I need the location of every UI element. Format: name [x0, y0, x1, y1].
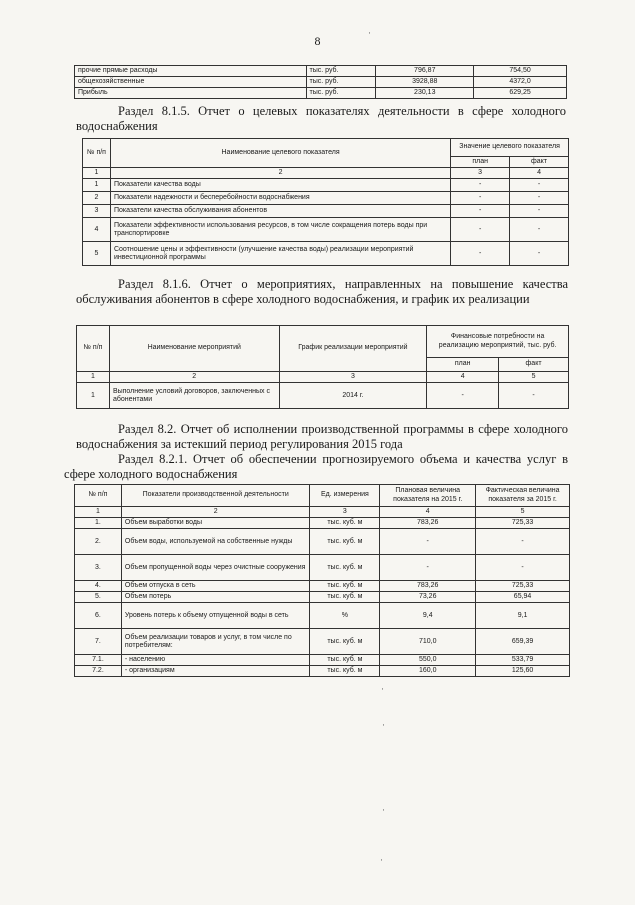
row-num: 7. — [75, 629, 122, 655]
row-plan: - — [451, 205, 510, 218]
table-row — [83, 179, 569, 192]
row-plan: - — [380, 555, 476, 581]
row-unit: тыс. руб. — [306, 66, 376, 77]
table-row — [77, 383, 569, 409]
row-fact: - — [476, 529, 570, 555]
row-plan: 796,87 — [376, 66, 474, 77]
row-unit: тыс. руб. — [306, 77, 376, 88]
row-name: Объем выработки воды — [121, 518, 310, 529]
row-plan: - — [451, 179, 510, 192]
row-name: - населению — [121, 655, 310, 666]
production-indicators-table — [74, 484, 570, 677]
table-row — [83, 242, 569, 266]
table-row — [75, 518, 570, 529]
col-header-unit: Ед. измерения — [310, 485, 380, 507]
row-fact: 4372,0 — [474, 77, 567, 88]
row-fact: 65,94 — [476, 592, 570, 603]
row-plan: 3928,88 — [376, 77, 474, 88]
index-cell: 2 — [110, 168, 450, 179]
row-num: 4. — [75, 581, 122, 592]
row-fact: - — [476, 555, 570, 581]
row-name: - организациям — [121, 666, 310, 677]
row-name: общехозяйственные — [75, 77, 307, 88]
index-cell: 1 — [75, 507, 122, 518]
table-header-row — [83, 139, 569, 157]
row-fact: 659,39 — [476, 629, 570, 655]
row-fact: 725,33 — [476, 581, 570, 592]
row-name: прочие прямые расходы — [75, 66, 307, 77]
row-unit: тыс. куб. м — [310, 529, 380, 555]
col-header-fact: факт — [510, 157, 569, 168]
row-fact: 533,79 — [476, 655, 570, 666]
table-row — [75, 555, 570, 581]
row-name: Объем пропущенной воды через очистные сооружения — [121, 555, 310, 581]
row-plan: 783,26 — [380, 518, 476, 529]
row-fact: - — [510, 218, 569, 242]
section-8-1-5-heading: Раздел 8.1.5. Отчет о целевых показателях деятельности в сфере холодного водоснабжения — [76, 104, 566, 133]
row-num: 1 — [77, 383, 110, 409]
table-row — [75, 603, 570, 629]
table-row — [75, 529, 570, 555]
row-name: Показатели качества воды — [110, 179, 450, 192]
index-cell: 3 — [310, 507, 380, 518]
row-num: 3 — [83, 205, 111, 218]
col-header-num: № п/п — [75, 485, 122, 507]
row-plan: 160,0 — [380, 666, 476, 677]
scan-speck: · — [368, 28, 371, 38]
col-header-schedule: График реализации мероприятий — [279, 326, 427, 372]
row-fact: 629,25 — [474, 88, 567, 99]
row-num: 2. — [75, 529, 122, 555]
row-num: 3. — [75, 555, 122, 581]
table-row — [83, 205, 569, 218]
row-plan: 783,26 — [380, 581, 476, 592]
row-plan: 73,26 — [380, 592, 476, 603]
row-name: Соотношение цены и эффективности (улучшение качества воды) реализации мероприятий инвестиционной программы — [110, 242, 450, 266]
index-cell: 1 — [83, 168, 111, 179]
row-name: Показатели надежности и бесперебойности водоснабжения — [110, 192, 450, 205]
section-8-2-1-heading: Раздел 8.2.1. Отчет об обеспечении прогнозируемого объема и качества услуг в сфере холодного водоснабжения — [64, 452, 568, 481]
col-header-name: Наименование мероприятий — [109, 326, 279, 372]
row-plan: 9,4 — [380, 603, 476, 629]
col-header-num: № п/п — [77, 326, 110, 372]
col-header-fact: факт — [499, 358, 569, 372]
scan-speck: · — [380, 855, 383, 865]
row-plan: 710,0 — [380, 629, 476, 655]
row-num: 4 — [83, 218, 111, 242]
index-cell: 2 — [109, 372, 279, 383]
row-fact: - — [510, 242, 569, 266]
row-fact: - — [510, 179, 569, 192]
row-fact: - — [510, 192, 569, 205]
row-name: Показатели эффективности использования ресурсов, в том числе сокращения потерь воды при транспортировке — [110, 218, 450, 242]
target-indicators-table — [82, 138, 569, 266]
row-unit: тыс. руб. — [306, 88, 376, 99]
row-name: Прибыль — [75, 88, 307, 99]
row-plan: - — [451, 192, 510, 205]
table-row — [75, 77, 567, 88]
row-name: Объем реализации товаров и услуг, в том числе по потребителям: — [121, 629, 310, 655]
index-cell: 4 — [510, 168, 569, 179]
row-unit: тыс. куб. м — [310, 555, 380, 581]
scan-speck: · — [382, 805, 385, 815]
index-cell: 5 — [476, 507, 570, 518]
index-cell: 5 — [499, 372, 569, 383]
table-index-row — [83, 168, 569, 179]
col-header-finance: Финансовые потребности на реализацию мероприятий, тыс. руб. — [427, 326, 569, 358]
row-fact: 725,33 — [476, 518, 570, 529]
index-cell: 3 — [279, 372, 427, 383]
table-row — [75, 629, 570, 655]
row-unit: тыс. куб. м — [310, 666, 380, 677]
col-header-plan: план — [427, 358, 499, 372]
scan-speck: · — [382, 720, 385, 730]
row-unit: тыс. куб. м — [310, 581, 380, 592]
col-header-name: Наименование целевого показателя — [110, 139, 450, 168]
row-num: 1 — [83, 179, 111, 192]
row-schedule: 2014 г. — [279, 383, 427, 409]
row-unit: тыс. куб. м — [310, 655, 380, 666]
row-fact: - — [499, 383, 569, 409]
row-unit: тыс. куб. м — [310, 629, 380, 655]
row-fact: 125,60 — [476, 666, 570, 677]
row-name: Объем воды, используемой на собственные нужды — [121, 529, 310, 555]
row-name: Объем потерь — [121, 592, 310, 603]
table-header-row — [77, 326, 569, 358]
measures-table — [76, 325, 569, 409]
row-name: Выполнение условий договоров, заключенных с абонентами — [109, 383, 279, 409]
top-cost-table — [74, 65, 567, 99]
row-unit: тыс. куб. м — [310, 592, 380, 603]
col-header-plan: Плановая величина показателя на 2015 г. — [380, 485, 476, 507]
row-plan: - — [451, 242, 510, 266]
table-row — [75, 88, 567, 99]
col-header-name: Показатели производственной деятельности — [121, 485, 310, 507]
table-row — [83, 218, 569, 242]
table-row — [83, 192, 569, 205]
row-unit: % — [310, 603, 380, 629]
index-cell: 4 — [380, 507, 476, 518]
row-plan: - — [427, 383, 499, 409]
table-index-row — [77, 372, 569, 383]
index-cell: 1 — [77, 372, 110, 383]
table-row — [75, 581, 570, 592]
section-8-1-6-heading: Раздел 8.1.6. Отчет о мероприятиях, направленных на повышение качества обслуживания абонентов в сфере холодного водоснабжения, и график их реализации — [76, 277, 568, 306]
row-plan: - — [380, 529, 476, 555]
table-index-row — [75, 507, 570, 518]
row-name: Объем отпуска в сеть — [121, 581, 310, 592]
row-name: Уровень потерь к объему отпущенной воды в сеть — [121, 603, 310, 629]
row-num: 7.1. — [75, 655, 122, 666]
row-fact: - — [510, 205, 569, 218]
table-row — [75, 666, 570, 677]
row-num: 5 — [83, 242, 111, 266]
table-row — [75, 66, 567, 77]
col-header-value: Значение целевого показателя — [451, 139, 569, 157]
table-row — [75, 655, 570, 666]
scan-speck: · — [381, 684, 384, 694]
row-plan: 550,0 — [380, 655, 476, 666]
index-cell: 4 — [427, 372, 499, 383]
row-num: 1. — [75, 518, 122, 529]
col-header-num: № п/п — [83, 139, 111, 168]
row-fact: 754,50 — [474, 66, 567, 77]
row-num: 7.2. — [75, 666, 122, 677]
table-row — [75, 592, 570, 603]
row-num: 6. — [75, 603, 122, 629]
row-name: Показатели качества обслуживания абонентов — [110, 205, 450, 218]
row-fact: 9,1 — [476, 603, 570, 629]
row-plan: 230,13 — [376, 88, 474, 99]
row-num: 2 — [83, 192, 111, 205]
index-cell: 2 — [121, 507, 310, 518]
row-plan: - — [451, 218, 510, 242]
table-header-row — [75, 485, 570, 507]
col-header-fact: Фактическая величина показателя за 2015 г. — [476, 485, 570, 507]
row-unit: тыс. куб. м — [310, 518, 380, 529]
index-cell: 3 — [451, 168, 510, 179]
row-num: 5. — [75, 592, 122, 603]
col-header-plan: план — [451, 157, 510, 168]
section-8-2-heading: Раздел 8.2. Отчет об исполнении производственной программы в сфере холодного водоснабжения за истекший период регулирования 2015 года — [76, 422, 568, 451]
page-number: 8 — [314, 34, 321, 48]
